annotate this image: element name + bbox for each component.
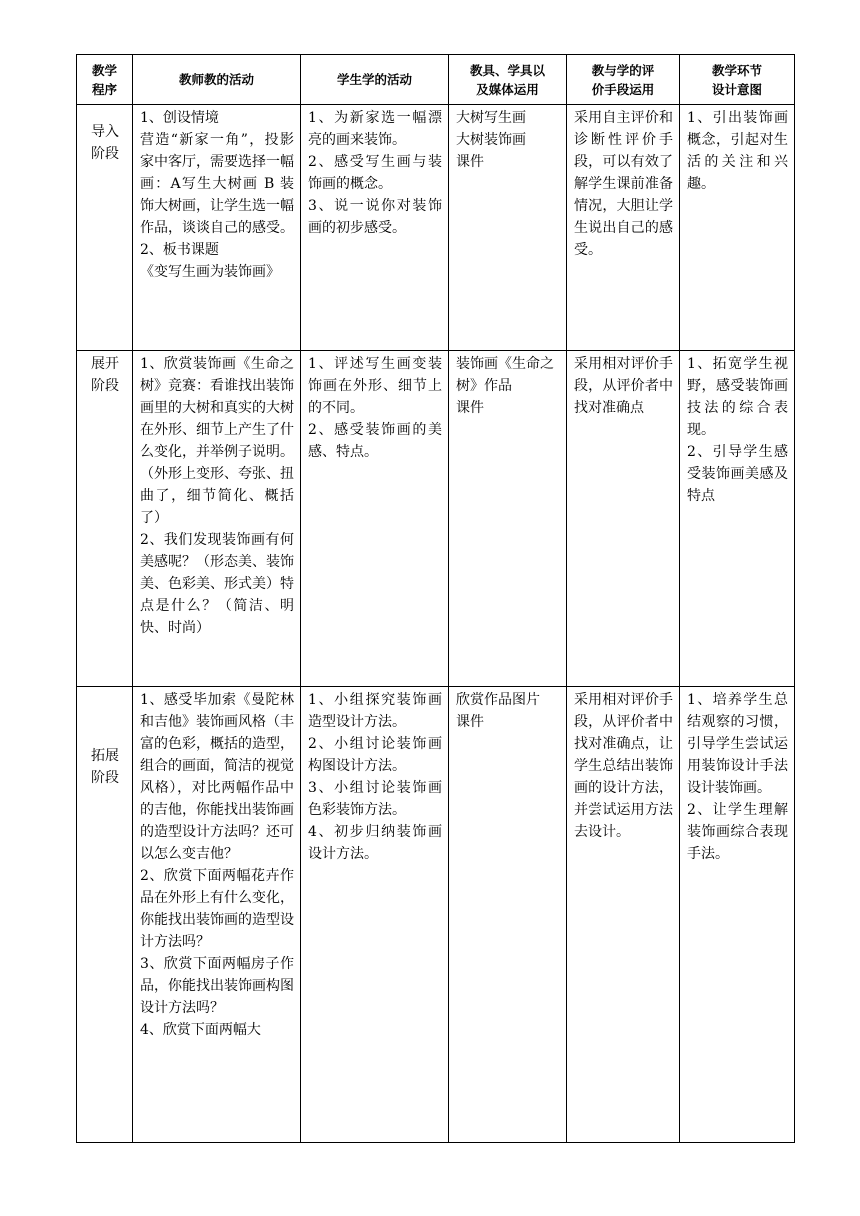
student-item: 1、小组探究装饰画造型设计方法。 <box>308 692 442 730</box>
teacher-item: 3、欣赏下面两幅房子作品，你能找出装饰画构图设计方法吗？ <box>140 956 294 1016</box>
media-item: 大树装饰画 <box>456 132 526 148</box>
stage-cell <box>77 687 133 1143</box>
stage-label: 阶段 <box>91 146 119 162</box>
intent-item: 2、引导学生感受装饰画美感及特点 <box>687 444 788 504</box>
teacher-item: 营造“新家一角”，投影家中客厅，需要选择一幅画：A写生大树画 B 装饰大树画，让学生选一幅作品，谈谈自己的感受。 <box>140 132 294 236</box>
student-item: 2、感受写生画与装饰画的概念。 <box>308 154 442 192</box>
table-row <box>77 351 795 687</box>
student-item: 3、说一说你对装饰画的初步感受。 <box>308 198 442 236</box>
media-item: 欣赏作品图片 <box>456 692 540 708</box>
student-activity-cell <box>301 105 449 351</box>
media-item: 装饰画《生命之树》作品 <box>456 356 554 394</box>
intent-item: 1、培养学生总结观察的习惯，引导学生尝试运用装饰设计手法设计装饰画。 <box>687 692 788 796</box>
teacher-item: 2、板书课题 <box>140 242 219 258</box>
stage-label: 导入 <box>91 124 119 140</box>
media-item: 课件 <box>456 714 484 730</box>
student-item: 1、为新家选一幅漂亮的画来装饰。 <box>308 110 442 148</box>
header-student-activity: 学生学的活动 <box>301 55 449 105</box>
evaluation-item: 采用自主评价和诊断性评价手段，可以有效了解学生课前准备情况，大胆让学生说出自己的感受。 <box>574 110 673 258</box>
teacher-item: 1、欣赏装饰画《生命之树》竞赛：看谁找出装饰画里的大树和真实的大树在外形、细节上产生了什么变化，并举例子说明。（外形上变形、夸张、扭曲了，细节简化、概括了） <box>140 356 294 526</box>
teacher-item: 2、我们发现装饰画有何美感呢？（形态美、装饰美、色彩美、形式美）特点是什么？（简洁、明快、时尚） <box>140 532 294 636</box>
table-row <box>77 105 795 351</box>
stage-label: 阶段 <box>91 378 119 394</box>
intent-item: 1、引出装饰画概念，引起对生活的关注和兴趣。 <box>687 110 788 192</box>
teacher-activity-cell <box>133 351 301 687</box>
header-design-intent: 教学环节 设计意图 <box>680 55 795 105</box>
evaluation-item: 采用相对评价手段，从评价者中找对准确点，让学生总结出装饰画的设计方法，并尝试运用方法去设计。 <box>574 692 673 840</box>
intent-item: 2、让学生理解装饰画综合表现手法。 <box>687 802 788 862</box>
student-activity-cell <box>301 687 449 1143</box>
table-row <box>77 687 795 1143</box>
header-evaluation: 教与学的评 价手段运用 <box>567 55 680 105</box>
header-media: 教具、学具以 及媒体运用 <box>449 55 567 105</box>
student-item: 2、小组讨论装饰画构图设计方法。 <box>308 736 442 774</box>
table-header-row <box>77 55 795 105</box>
stage-cell <box>77 105 133 351</box>
design-intent-cell <box>680 351 795 687</box>
header-stage: 教学 程序 <box>77 55 133 105</box>
student-item: 2、感受装饰画的美感、特点。 <box>308 422 442 460</box>
media-cell <box>449 687 567 1143</box>
teacher-item: 1、感受毕加索《曼陀林和吉他》装饰画风格（丰富的色彩，概括的造型，组合的画面，简洁的视觉风格），对比两幅作品中的吉他，你能找出装饰画的造型设计方法吗？还可以怎么变吉他？ <box>140 692 294 862</box>
stage-label: 拓展 <box>91 748 119 764</box>
evaluation-cell <box>567 687 680 1143</box>
teacher-activity-cell <box>133 687 301 1143</box>
stage-label: 阶段 <box>91 770 119 786</box>
teacher-item: 1、创设情境 <box>140 110 219 126</box>
intent-item: 1、拓宽学生视野，感受装饰画技法的综合表现。 <box>687 356 788 438</box>
media-item: 课件 <box>456 154 484 170</box>
media-cell <box>449 351 567 687</box>
student-item: 4、初步归纳装饰画设计方法。 <box>308 824 442 862</box>
design-intent-cell <box>680 105 795 351</box>
teacher-item: 2、欣赏下面两幅花卉作品在外形上有什么变化，你能找出装饰画的造型设计方法吗？ <box>140 868 294 950</box>
lesson-plan-table <box>76 54 795 1143</box>
student-item: 1、评述写生画变装饰画在外形、细节上的不同。 <box>308 356 442 416</box>
media-item: 课件 <box>456 400 484 416</box>
media-cell <box>449 105 567 351</box>
design-intent-cell <box>680 687 795 1143</box>
teacher-activity-cell <box>133 105 301 351</box>
stage-label: 展开 <box>91 356 119 372</box>
media-item: 大树写生画 <box>456 110 526 126</box>
evaluation-cell <box>567 105 680 351</box>
evaluation-item: 采用相对评价手段，从评价者中找对准确点 <box>574 356 673 416</box>
stage-cell <box>77 351 133 687</box>
student-activity-cell <box>301 351 449 687</box>
student-item: 3、小组讨论装饰画色彩装饰方法。 <box>308 780 442 818</box>
teacher-item: 《变写生画为装饰画》 <box>140 264 280 280</box>
header-teacher-activity: 教师教的活动 <box>133 55 301 105</box>
teacher-item: 4、欣赏下面两幅大 <box>140 1022 261 1038</box>
evaluation-cell <box>567 351 680 687</box>
